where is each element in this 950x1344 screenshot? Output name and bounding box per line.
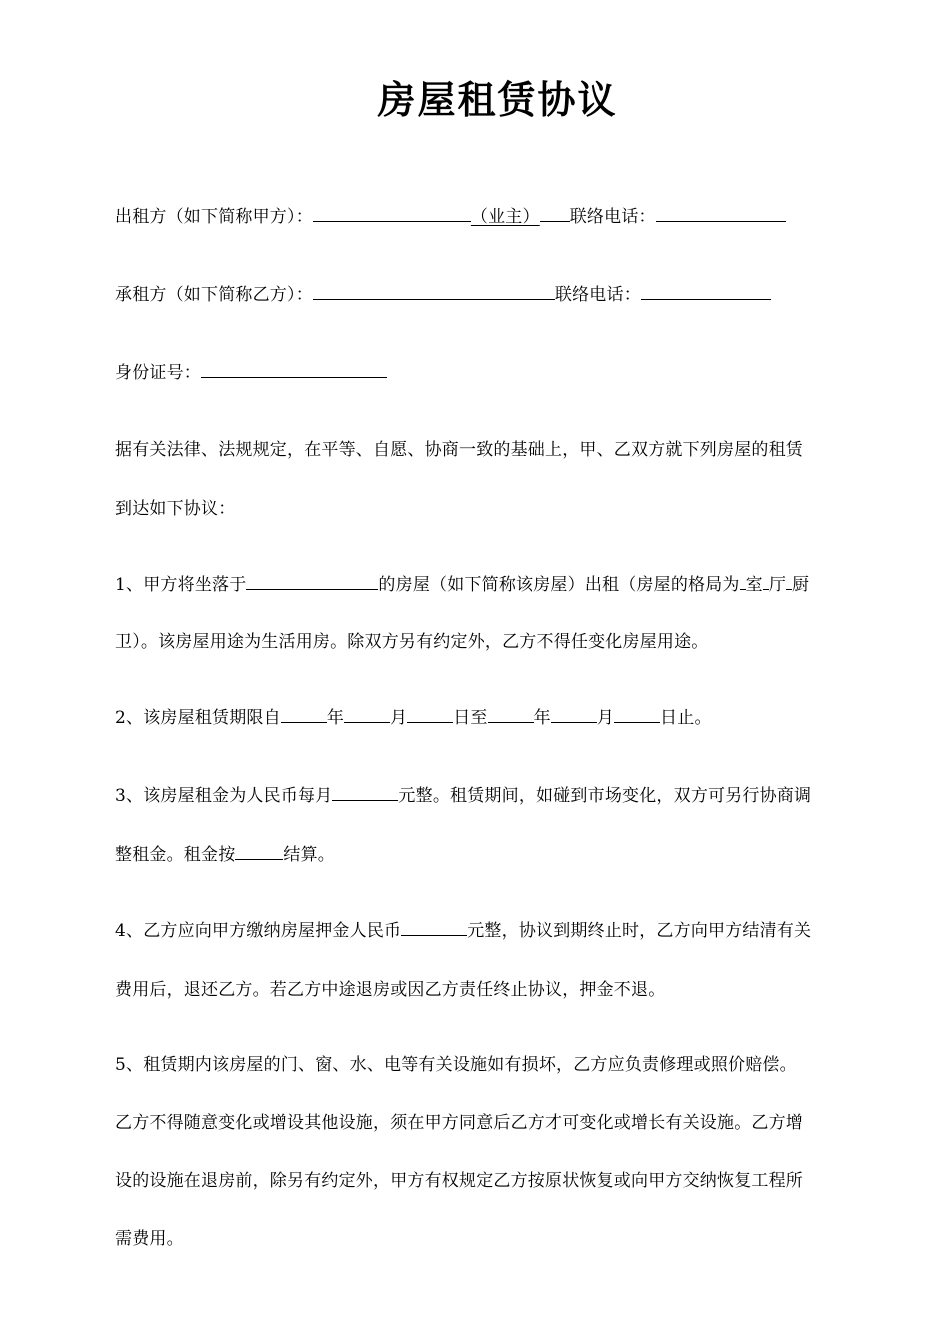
clause-3-part2: 元整。租赁期间，如碰到市场变化，双方可另行协商调 <box>398 786 812 806</box>
settlement-blank <box>235 840 283 860</box>
start-year-blank <box>281 703 327 723</box>
day-to-label: 日至 <box>453 708 488 728</box>
clause-4-line-2: 费用后，退还乙方。若乙方中途退房或因乙方责任终止协议，押金不退。 <box>115 980 666 1000</box>
year2-label: 年 <box>533 708 551 728</box>
intro-line-2: 到达如下协议： <box>115 499 236 519</box>
end-day-blank <box>614 703 660 723</box>
id-line <box>115 358 885 387</box>
end-year-blank <box>488 703 534 723</box>
lessor-phone-blank <box>656 202 786 222</box>
lessee-phone-blank <box>641 280 771 300</box>
end-month-blank <box>551 703 597 723</box>
lessee-phone-label: 联络电话： <box>554 285 641 305</box>
clause-3-line2-suffix: 结算。 <box>283 845 336 865</box>
start-month-blank <box>344 703 390 723</box>
clause-3-line-1 <box>115 781 885 810</box>
year-label: 年 <box>326 708 345 728</box>
lessee-name-blank <box>313 280 555 300</box>
clause-1-line-2: 卫）。该房屋用途为生活用房。除双方另有约定外，乙方不得任变化房屋用途。 <box>115 632 709 652</box>
day-end-label: 日止。 <box>660 708 712 728</box>
intro-line-1: 据有关法律、法规规定，在平等、自愿、协商一致的基础上，甲、乙双方就下列房屋的租赁 <box>115 440 803 460</box>
document-title: 房屋租赁协议 <box>377 77 618 122</box>
clause-4-part2: 元整，协议到期终止时，乙方向甲方结清有关 <box>467 921 812 941</box>
clause-2-prefix: 2、该房屋租赁期限自 <box>115 708 281 728</box>
owner-note-blank <box>540 202 570 222</box>
lessor-phone-label: 联络电话： <box>569 207 656 227</box>
address-blank <box>246 570 378 590</box>
kitchen-label: 厨 <box>792 575 810 595</box>
monthly-rent-blank <box>332 781 398 801</box>
clause-3-part1: 3、该房屋租金为人民币每月 <box>115 786 333 806</box>
owner-note: （业主） <box>470 207 540 227</box>
lessee-line <box>115 280 885 309</box>
id-blank <box>201 358 387 378</box>
start-day-blank <box>407 703 453 723</box>
clause-5-line-1: 5、租赁期内该房屋的门、窗、水、电等有关设施如有损坏，乙方应负责修理或照价赔偿。 <box>115 1055 797 1075</box>
room-label: 室 <box>745 575 763 595</box>
clause-5-line-4: 需费用。 <box>115 1229 184 1249</box>
clause-1-part2: 的房屋（如下简称该房屋）出租（房屋的格局为 <box>378 575 740 595</box>
id-label: 身份证号： <box>115 363 201 383</box>
lessee-label: 承租方（如下简称乙方）： <box>115 285 313 305</box>
clause-5-line-3: 设的设施在退房前，除另有约定外，甲方有权规定乙方按原状恢复或向甲方交纳恢复工程所 <box>115 1171 803 1191</box>
clause-1-line-1 <box>115 570 885 599</box>
clause-1-part1: 1、甲方将坐落于 <box>115 575 247 595</box>
clause-3-line2-prefix: 整租金。租金按 <box>115 845 236 865</box>
month2-label: 月 <box>596 708 615 728</box>
clause-4-line-1 <box>115 916 885 945</box>
hall-label: 厅 <box>768 575 787 595</box>
clause-5-line-2: 乙方不得随意变化或增设其他设施，须在甲方同意后乙方才可变化或增长有关设施。乙方增 <box>115 1113 803 1133</box>
month-label: 月 <box>390 708 408 728</box>
clause-3-line-2 <box>115 840 885 869</box>
clause-2-line <box>115 703 885 732</box>
clause-4-part1: 4、乙方应向甲方缴纳房屋押金人民币 <box>115 921 402 941</box>
lessor-label: 出租方（如下简称甲方）： <box>115 207 313 227</box>
lessor-line <box>115 202 885 231</box>
lessor-name-blank <box>313 202 471 222</box>
deposit-blank <box>401 916 467 936</box>
